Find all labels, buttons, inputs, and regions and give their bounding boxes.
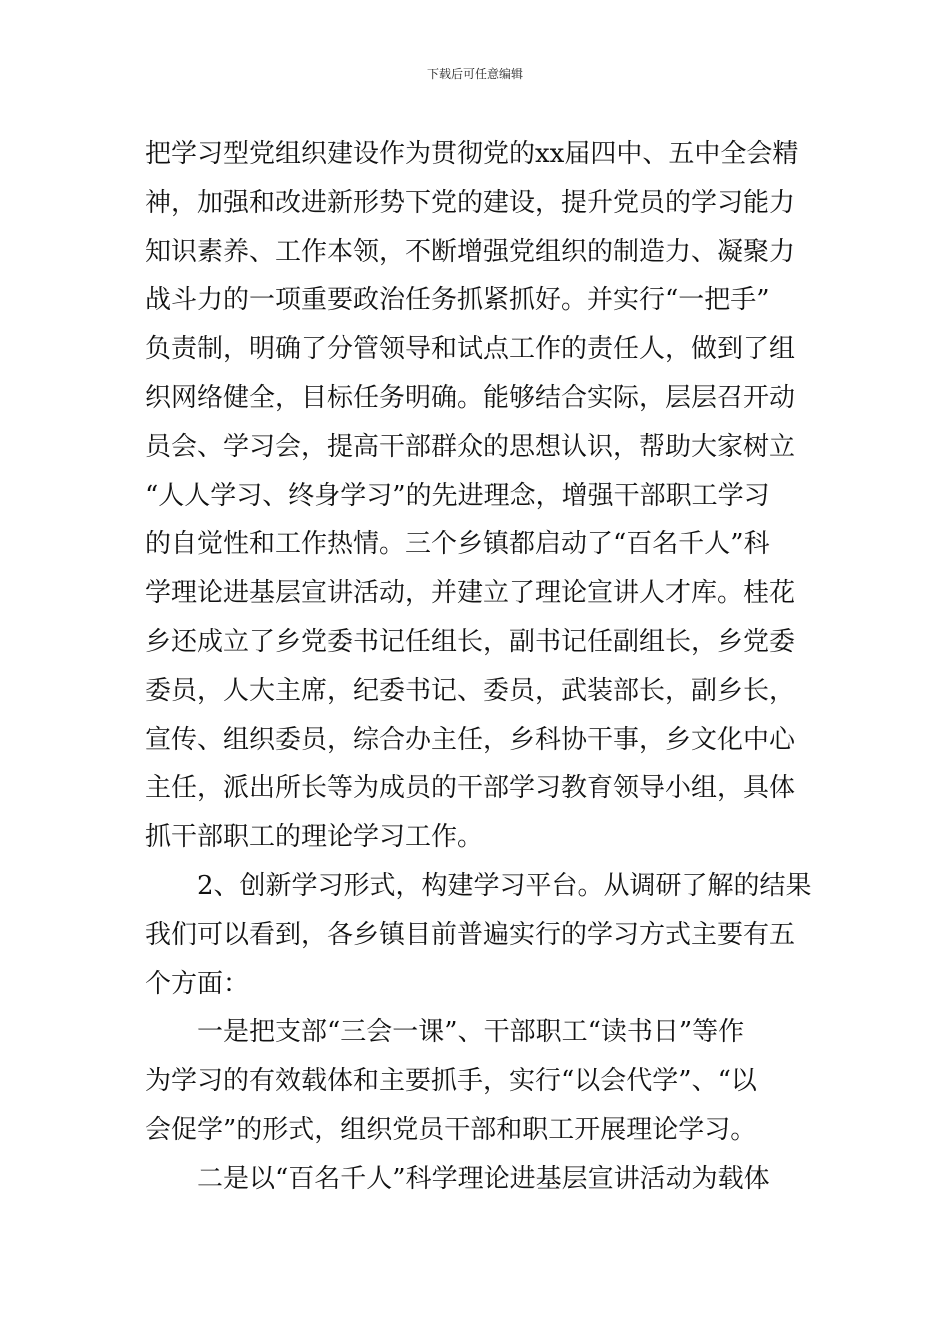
document-body <box>145 130 815 1204</box>
paragraph-line: 把学习型党组织建设作为贯彻党的xx届四中、五中全会精 <box>145 139 799 169</box>
paragraph-line: 2、创新学习形式，构建学习平台。从调研了解的结果 <box>197 870 812 901</box>
paragraph-line: 学理论进基层宣讲活动，并建立了理论宣讲人才库。桂花 <box>145 578 796 609</box>
paragraph-line: 委员，人大主席，纪委书记、委员，武装部长，副乡长， <box>145 675 796 706</box>
paragraph-line: “人人学习、终身学习”的先进理念，增强干部职工学习 <box>145 480 770 511</box>
paragraph-line: 主任，派出所长等为成员的干部学习教育领导小组，具体 <box>145 773 796 804</box>
paragraph-line: 一是把支部“三会一课”、干部职工“读书日”等作 <box>197 1017 745 1048</box>
paragraph-line: 二是以“百名千人”科学理论进基层宣讲活动为载体 <box>197 1163 770 1194</box>
paragraph-line: 我们可以看到，各乡镇目前普遍实行的学习方式主要有五 <box>145 919 796 950</box>
paragraph-line: 负责制，明确了分管领导和试点工作的责任人，做到了组 <box>145 334 796 365</box>
paragraph-line: 的自觉性和工作热情。三个乡镇都启动了“百名千人”科 <box>145 529 770 560</box>
paragraph-line: 会促学”的形式，组织党员干部和职工开展理论学习。 <box>145 1114 757 1145</box>
paragraph-line: 乡还成立了乡党委书记任组长，副书记任副组长，乡党委 <box>145 626 796 657</box>
page-header: 下载后可任意编辑 <box>426 67 523 81</box>
paragraph-line: 织网络健全，目标任务明确。能够结合实际，层层召开动 <box>145 382 796 413</box>
paragraph-line: 知识素养、工作本领，不断增强党组织的制造力、凝聚力 <box>145 236 796 267</box>
paragraph-line: 个方面： <box>145 968 250 999</box>
paragraph-line: 员会、学习会，提高干部群众的思想认识，帮助大家树立 <box>145 431 796 462</box>
paragraph-line: 神，加强和改进新形势下党的建设，提升党员的学习能力 <box>145 187 796 218</box>
paragraph-line: 抓干部职工的理论学习工作。 <box>145 822 484 853</box>
paragraph-line: 为学习的有效载体和主要抓手，实行“以会代学”、“以 <box>145 1066 757 1097</box>
paragraph-line: 宣传、组织委员，综合办主任，乡科协干事，乡文化中心 <box>145 724 796 755</box>
paragraph-line: 战斗力的一项重要政治任务抓紧抓好。并实行“一把手” <box>145 285 770 316</box>
